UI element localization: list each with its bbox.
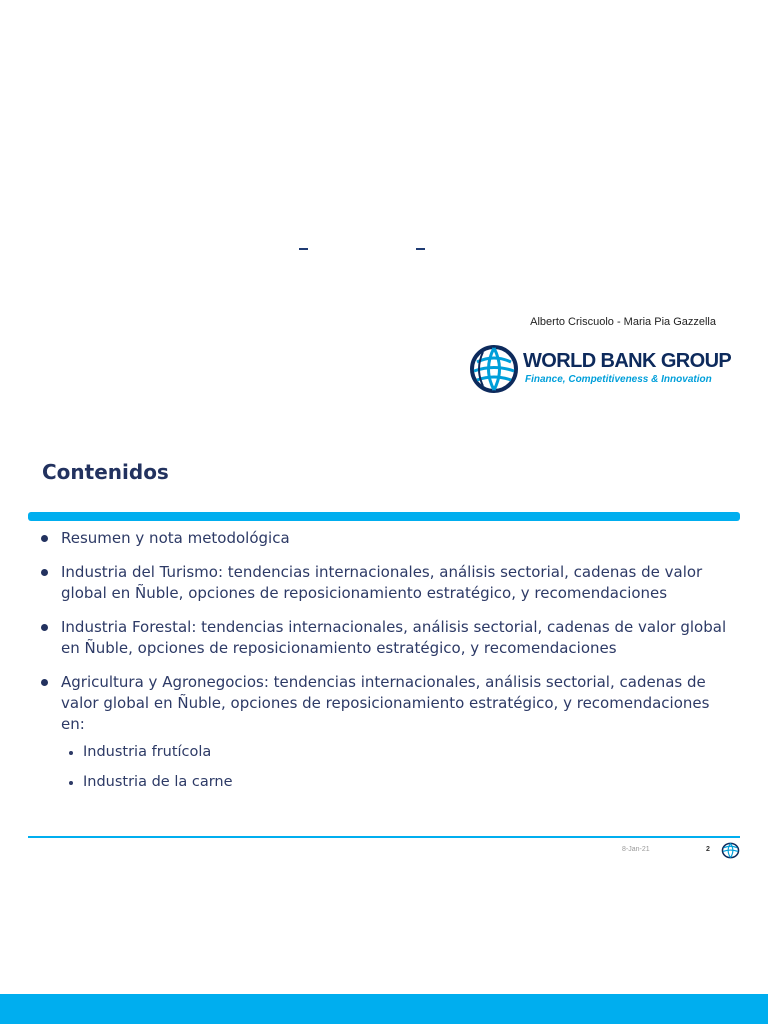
footer-date: 8-Jan-21	[622, 846, 650, 853]
logo-name: WORLD BANK GROUP	[523, 350, 732, 372]
title-accent-bar	[28, 512, 740, 521]
list-item	[40, 672, 730, 793]
title-dash-left	[299, 248, 308, 250]
list-item-text: Resumen y nota metodológica	[61, 529, 290, 547]
list-item	[40, 528, 730, 549]
world-bank-group-logo	[469, 344, 732, 396]
list-item	[40, 617, 730, 659]
sub-list-item	[61, 742, 730, 763]
slide-title: Contenidos	[42, 460, 169, 484]
bullet-dot	[41, 679, 48, 686]
list-item-text: Industria del Turismo: tendencias internacionales, análisis sectorial, cadenas de valor global en Ñuble, opciones de reposicionamiento estratégico, y recomendaciones	[61, 563, 703, 602]
bullet-dot	[41, 569, 48, 576]
list-item-text: Industria Forestal: tendencias internacionales, análisis sectorial, cadenas de valor global en Ñuble, opciones de reposicionamiento estratégico, y recomendaciones	[61, 618, 727, 657]
sub-bullet-dot	[69, 751, 73, 755]
title-dash-right	[416, 248, 425, 250]
list-item	[40, 562, 730, 604]
sub-bullet-dot	[69, 781, 73, 785]
globe-icon	[469, 344, 519, 394]
globe-icon	[721, 842, 740, 859]
sub-list-item	[61, 772, 730, 793]
sub-list-item-text: Industria de la carne	[83, 774, 233, 790]
bullet-dot	[41, 624, 48, 631]
contents-list	[40, 528, 730, 806]
list-item-text: Agricultura y Agronegocios: tendencias internacionales, análisis sectorial, cadenas de valor global en Ñuble, opciones de reposicionamiento estratégico, y recomendaciones en:	[61, 673, 710, 733]
page-number: 2	[706, 846, 710, 853]
footer-divider	[28, 836, 740, 838]
bullet-dot	[41, 535, 48, 542]
logo-tagline: Finance, Competitiveness & Innovation	[525, 374, 712, 385]
authors: Alberto Criscuolo - Maria Pia Gazzella	[530, 316, 716, 328]
sub-list-item-text: Industria frutícola	[83, 744, 212, 760]
sub-list	[61, 742, 730, 793]
bottom-accent-band	[0, 994, 768, 1024]
